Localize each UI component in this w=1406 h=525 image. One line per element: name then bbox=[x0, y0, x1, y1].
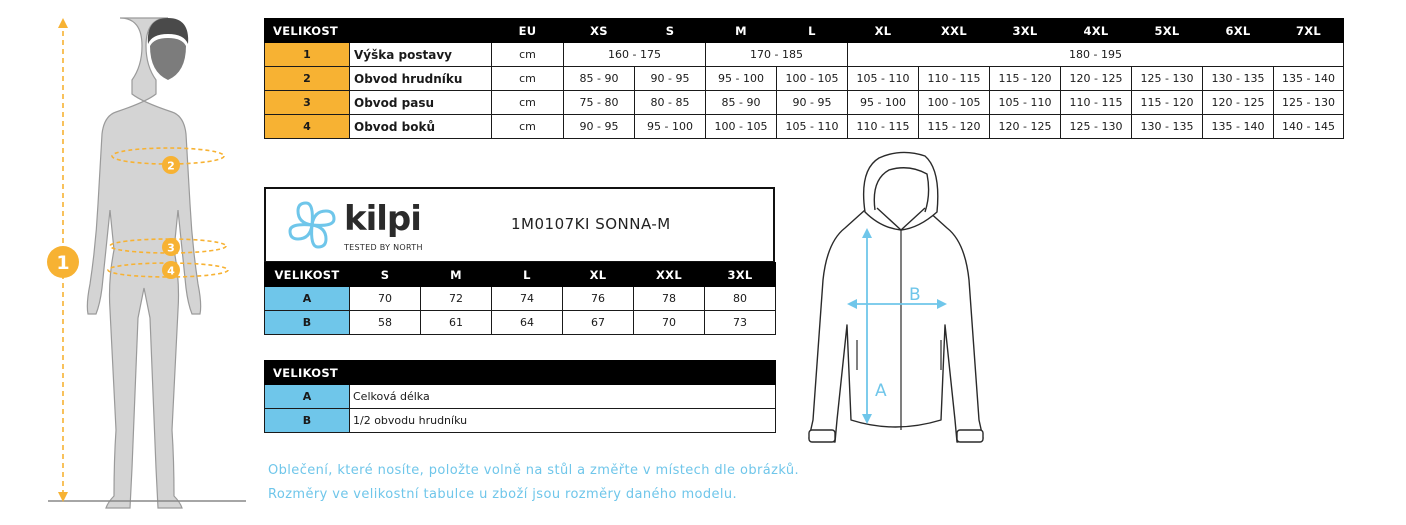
header-size: XL bbox=[848, 19, 919, 43]
size-table bbox=[264, 18, 1344, 139]
table-cell: 70 bbox=[634, 311, 705, 335]
table-cell: 135 - 140 bbox=[1203, 115, 1274, 139]
header-size: XXL bbox=[919, 19, 990, 43]
table-cell: 130 - 135 bbox=[1132, 115, 1203, 139]
row-number: 3 bbox=[265, 91, 350, 115]
header-velikost: VELIKOST bbox=[265, 19, 492, 43]
table-cell: 80 - 85 bbox=[635, 91, 706, 115]
table-cell: 115 - 120 bbox=[919, 115, 990, 139]
header-size: 5XL bbox=[1132, 19, 1203, 43]
model-header-box bbox=[264, 187, 775, 263]
brand-tagline: TESTED BY NORTH bbox=[344, 243, 423, 252]
size-table-header bbox=[265, 19, 1344, 43]
table-cell: 75 - 80 bbox=[564, 91, 635, 115]
table-row bbox=[265, 43, 1344, 67]
table-row bbox=[265, 67, 1344, 91]
instruction-note: Oblečení, které nosíte, položte volně na stůl a změřte v místech dle obrázků. bbox=[268, 463, 800, 478]
table-cell: 120 - 125 bbox=[990, 115, 1061, 139]
table-cell: 95 - 100 bbox=[706, 67, 777, 91]
table-row bbox=[265, 409, 776, 433]
table-cell: 125 - 130 bbox=[1061, 115, 1132, 139]
row-label: Obvod boků bbox=[350, 115, 492, 139]
table-cell: 78 bbox=[634, 287, 705, 311]
row-unit: cm bbox=[492, 91, 564, 115]
table-row bbox=[265, 311, 776, 335]
header-size: S bbox=[350, 263, 421, 287]
table-cell: 105 - 110 bbox=[990, 91, 1061, 115]
row-unit: cm bbox=[492, 43, 564, 67]
header-velikost: VELIKOST bbox=[265, 263, 350, 287]
table-cell: 90 - 95 bbox=[564, 115, 635, 139]
table-cell: 110 - 115 bbox=[1061, 91, 1132, 115]
header-size: L bbox=[777, 19, 848, 43]
table-cell: 140 - 145 bbox=[1274, 115, 1344, 139]
table-cell: 90 - 95 bbox=[777, 91, 848, 115]
table-cell: 100 - 105 bbox=[706, 115, 777, 139]
marker-2 bbox=[162, 156, 180, 174]
table-cell: 67 bbox=[563, 311, 634, 335]
table-cell: 120 - 125 bbox=[1203, 91, 1274, 115]
table-cell: 72 bbox=[421, 287, 492, 311]
header-size: XS bbox=[564, 19, 635, 43]
header-size: M bbox=[706, 19, 777, 43]
table-cell: 160 - 175 bbox=[564, 43, 706, 67]
row-unit: cm bbox=[492, 67, 564, 91]
model-size-table bbox=[264, 262, 776, 335]
table-cell: 64 bbox=[492, 311, 563, 335]
row-description: Celková délka bbox=[350, 385, 776, 409]
marker-1 bbox=[47, 246, 79, 278]
row-label: Obvod hrudníku bbox=[350, 67, 492, 91]
table-cell: 115 - 120 bbox=[990, 67, 1061, 91]
table-cell: 135 - 140 bbox=[1274, 67, 1344, 91]
table-cell: 80 bbox=[705, 287, 776, 311]
row-label: Obvod pasu bbox=[350, 91, 492, 115]
legend-table bbox=[264, 360, 776, 433]
header-size: M bbox=[421, 263, 492, 287]
svg-text:1: 1 bbox=[56, 252, 70, 274]
model-code: 1M0107KI SONNA-M bbox=[511, 215, 671, 233]
row-key: A bbox=[265, 287, 350, 311]
table-cell: 110 - 115 bbox=[919, 67, 990, 91]
table-cell: 95 - 100 bbox=[635, 115, 706, 139]
header-size: 3XL bbox=[705, 263, 776, 287]
table-cell: 76 bbox=[563, 287, 634, 311]
table-cell: 74 bbox=[492, 287, 563, 311]
jacket-label-b: B bbox=[909, 285, 921, 305]
header-size: 4XL bbox=[1061, 19, 1132, 43]
jacket-illustration bbox=[805, 150, 990, 455]
marker-4 bbox=[162, 261, 180, 279]
row-key: B bbox=[265, 409, 350, 433]
table-cell: 125 - 130 bbox=[1132, 67, 1203, 91]
row-number: 2 bbox=[265, 67, 350, 91]
row-label: Výška postavy bbox=[350, 43, 492, 67]
table-cell: 130 - 135 bbox=[1203, 67, 1274, 91]
header-size: 3XL bbox=[990, 19, 1061, 43]
table-cell: 115 - 120 bbox=[1132, 91, 1203, 115]
row-number: 4 bbox=[265, 115, 350, 139]
header-size: S bbox=[635, 19, 706, 43]
kilpi-logo-icon bbox=[284, 197, 340, 253]
model-table-header bbox=[265, 263, 776, 287]
marker-3 bbox=[162, 238, 180, 256]
svg-text:2: 2 bbox=[167, 159, 175, 173]
legend-table-header bbox=[265, 361, 776, 385]
table-cell: 61 bbox=[421, 311, 492, 335]
table-cell: 95 - 100 bbox=[848, 91, 919, 115]
table-cell: 100 - 105 bbox=[919, 91, 990, 115]
table-cell: 85 - 90 bbox=[564, 67, 635, 91]
row-key: A bbox=[265, 385, 350, 409]
header-size: L bbox=[492, 263, 563, 287]
header-size: 7XL bbox=[1274, 19, 1344, 43]
jacket-label-a: A bbox=[875, 381, 887, 401]
table-cell: 110 - 115 bbox=[848, 115, 919, 139]
table-cell: 125 - 130 bbox=[1274, 91, 1344, 115]
table-cell: 180 - 195 bbox=[848, 43, 1344, 67]
table-row bbox=[265, 115, 1344, 139]
header-size: XL bbox=[563, 263, 634, 287]
instruction-note: Rozměry ve velikostní tabulce u zboží jsou rozměry daného modelu. bbox=[268, 487, 738, 502]
row-description: 1/2 obvodu hrudníku bbox=[350, 409, 776, 433]
brand-name: kilpi bbox=[344, 199, 421, 239]
table-row bbox=[265, 287, 776, 311]
row-number: 1 bbox=[265, 43, 350, 67]
body-measurement-figure bbox=[40, 10, 255, 510]
table-cell: 105 - 110 bbox=[777, 115, 848, 139]
table-cell: 73 bbox=[705, 311, 776, 335]
row-key: B bbox=[265, 311, 350, 335]
header-size: 6XL bbox=[1203, 19, 1274, 43]
header-eu: EU bbox=[492, 19, 564, 43]
table-row bbox=[265, 91, 1344, 115]
svg-text:4: 4 bbox=[167, 264, 175, 278]
table-cell: 170 - 185 bbox=[706, 43, 848, 67]
table-cell: 90 - 95 bbox=[635, 67, 706, 91]
table-cell: 85 - 90 bbox=[706, 91, 777, 115]
table-cell: 120 - 125 bbox=[1061, 67, 1132, 91]
table-cell: 100 - 105 bbox=[777, 67, 848, 91]
row-unit: cm bbox=[492, 115, 564, 139]
svg-text:3: 3 bbox=[167, 241, 175, 255]
table-row bbox=[265, 385, 776, 409]
table-cell: 105 - 110 bbox=[848, 67, 919, 91]
table-cell: 58 bbox=[350, 311, 421, 335]
table-cell: 70 bbox=[350, 287, 421, 311]
header-size: XXL bbox=[634, 263, 705, 287]
header-velikost: VELIKOST bbox=[265, 361, 776, 385]
